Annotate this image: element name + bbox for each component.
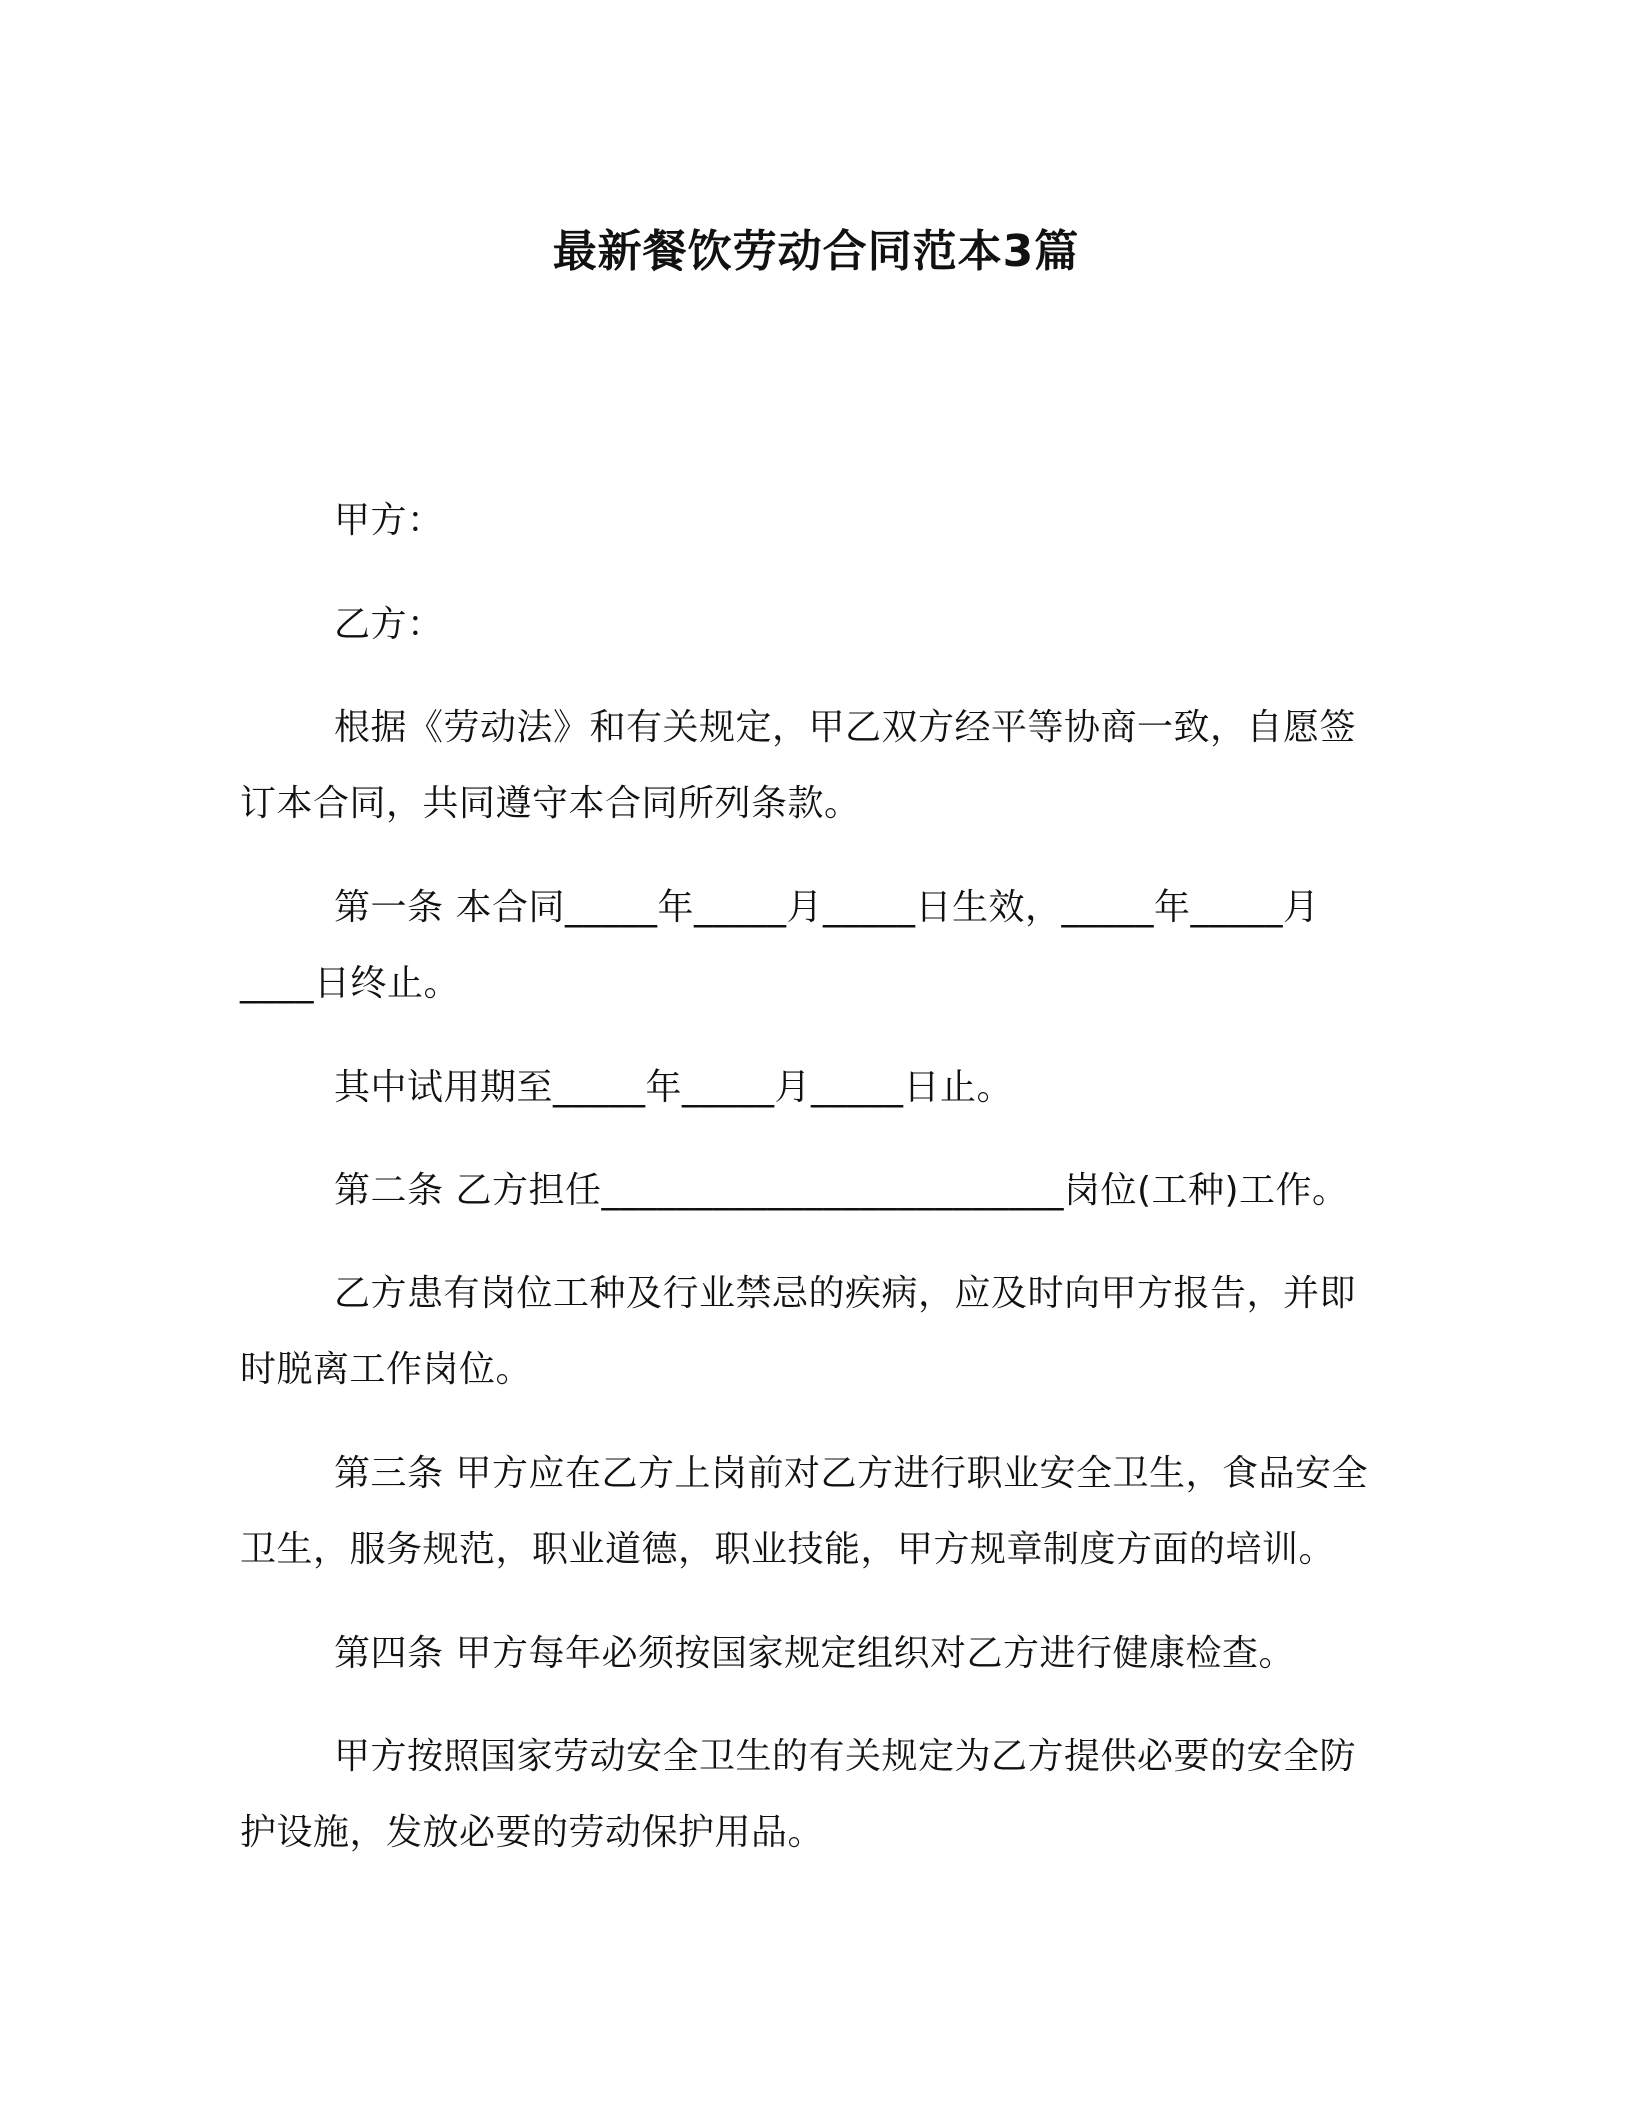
probation-paragraph: 其中试用期至_____年_____月_____日止。 <box>334 1067 1014 1108</box>
article-2-paragraph: 第二条 乙方担任_________________________岗位(工种)工作。 <box>334 1170 1349 1211</box>
article-4-paragraph: 第四条 甲方每年必须按国家规定组织对乙方进行健康检查。 <box>334 1633 1295 1674</box>
article-3-paragraph: 第三条 甲方应在乙方上岗前对乙方进行职业安全卫生，食品安全卫生，服务规范，职业道德，职业技能，甲方规章制度方面的培训。 <box>240 1453 1368 1570</box>
safety-equipment-paragraph: 甲方按照国家劳动安全卫生的有关规定为乙方提供必要的安全防护设施，发放必要的劳动保护用品。 <box>240 1736 1357 1853</box>
preamble-paragraph: 根据《劳动法》和有关规定，甲乙双方经平等协商一致，自愿签订本合同，共同遵守本合同所列条款。 <box>240 707 1357 824</box>
document-title: 最新餐饮劳动合同范本3篇 <box>552 226 1080 277</box>
disease-report-paragraph: 乙方患有岗位工种及行业禁忌的疾病，应及时向甲方报告，并即时脱离工作岗位。 <box>240 1273 1357 1390</box>
article-1-paragraph: 第一条 本合同_____年_____月_____日生效，_____年_____月____日终止。 <box>240 887 1320 1004</box>
party-b-line: 乙方： <box>334 604 444 645</box>
party-a-line: 甲方： <box>334 500 444 541</box>
